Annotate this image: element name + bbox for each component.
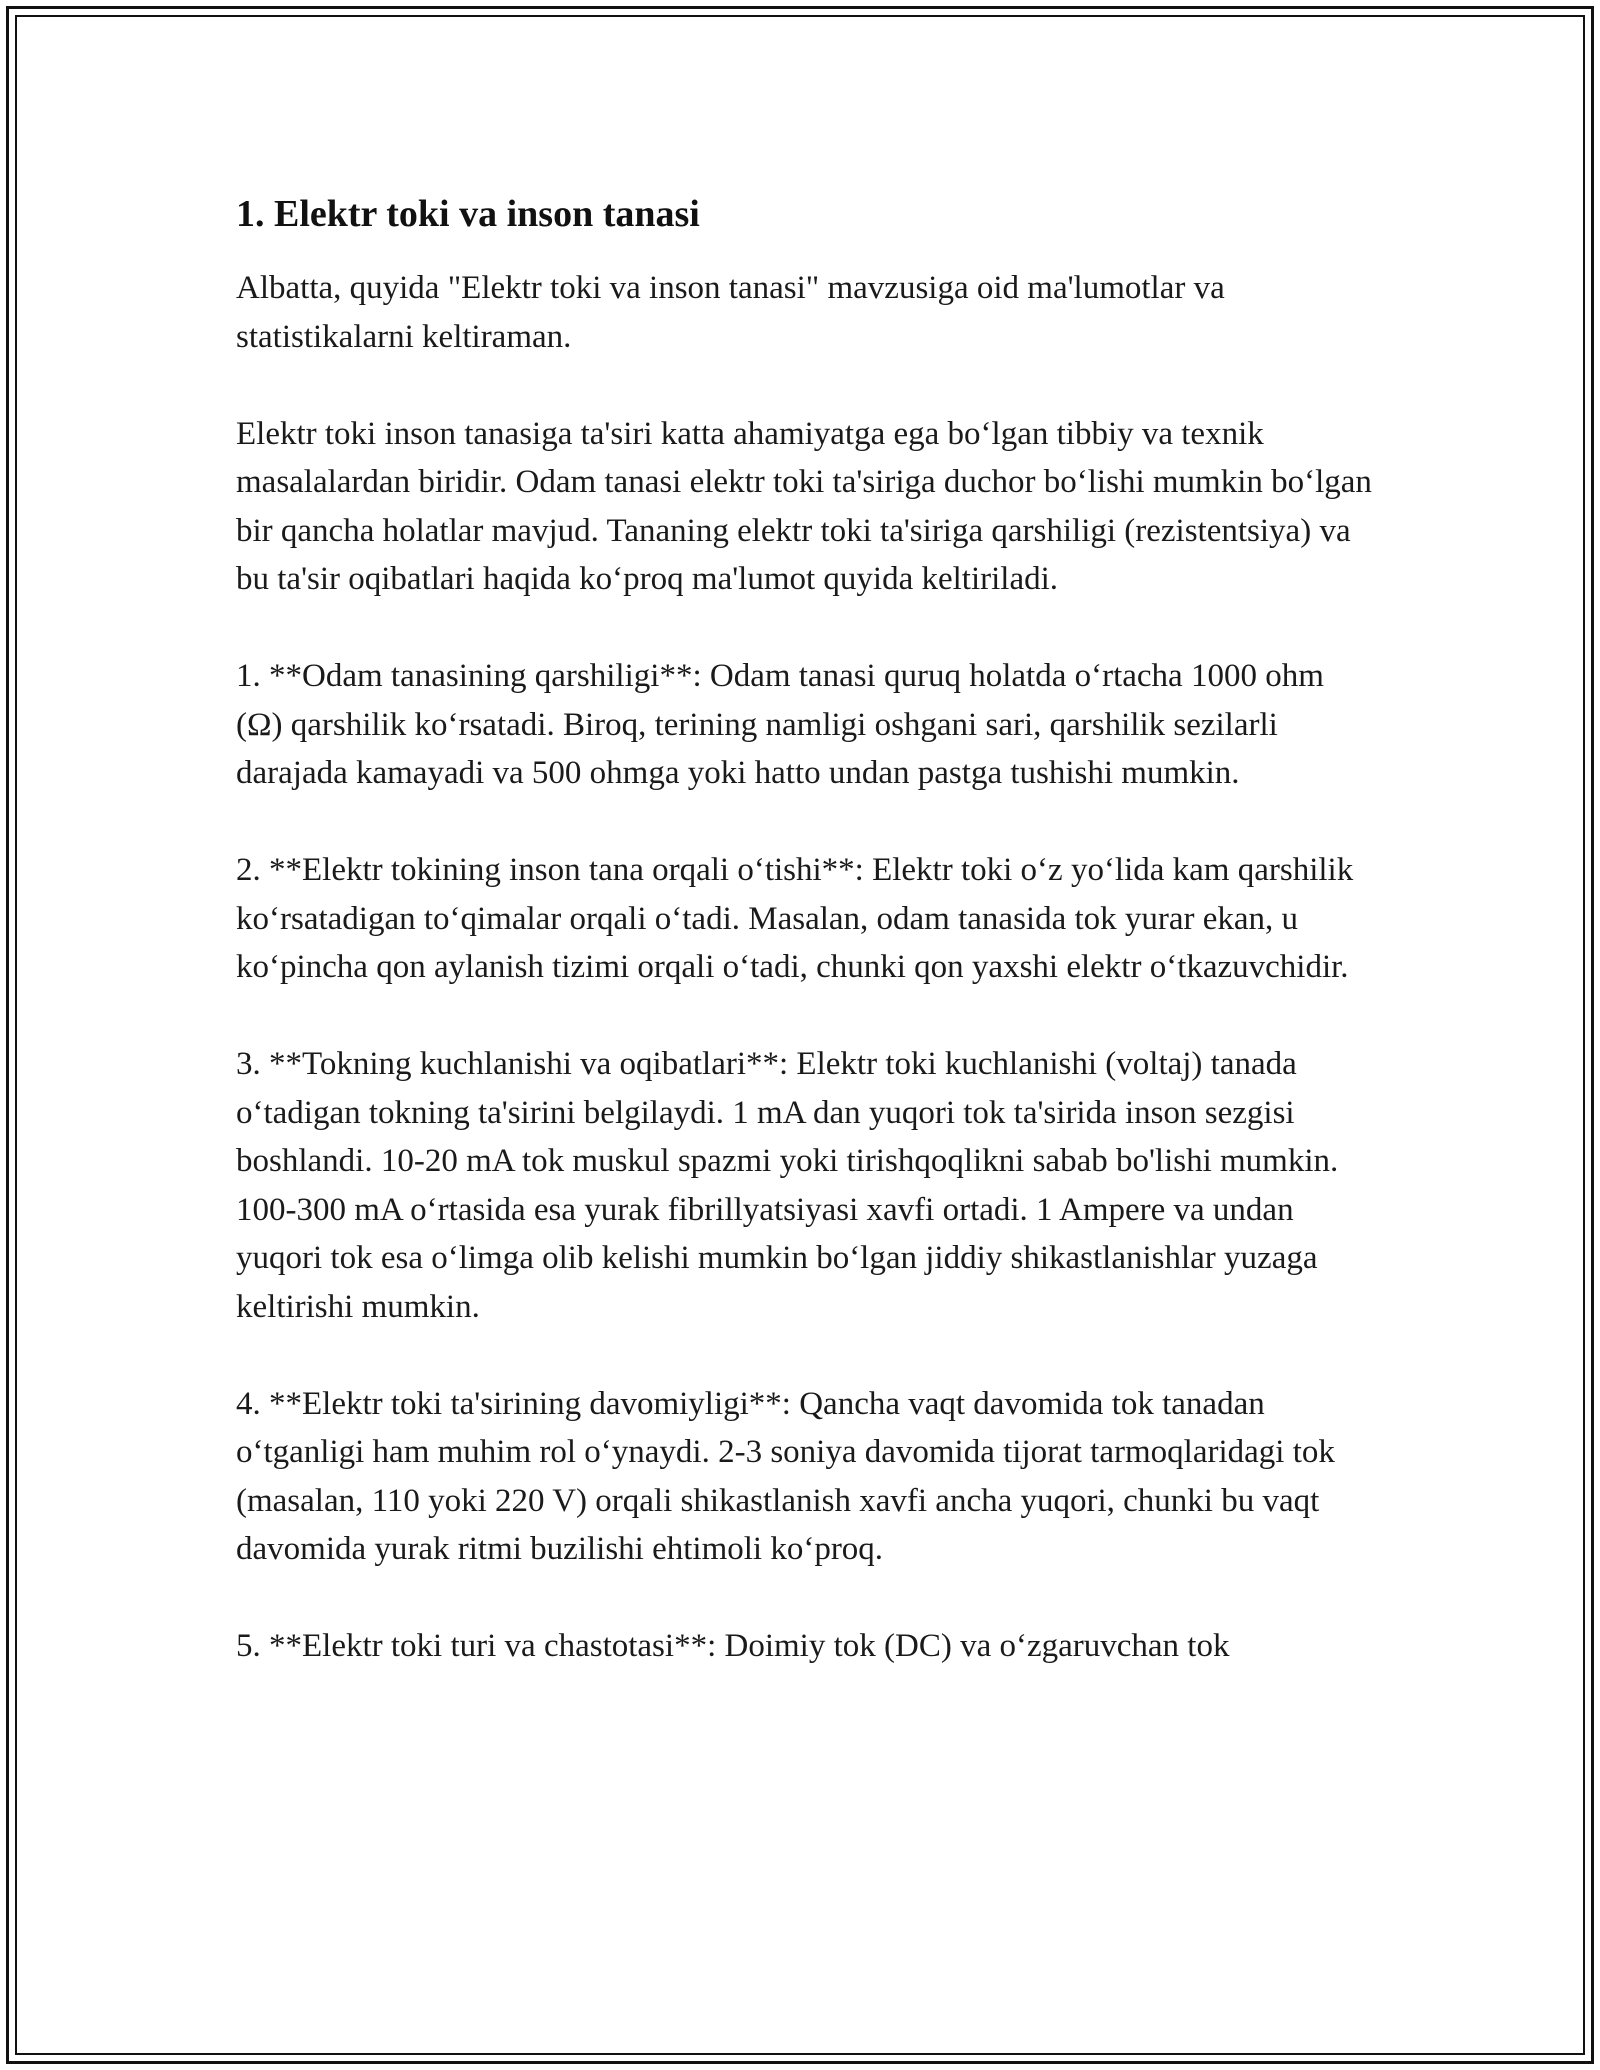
section-heading: 1. Elektr toki va inson tanasi xyxy=(236,193,700,235)
document-body xyxy=(236,188,1376,1671)
list-item-voltage-effects: 3. **Tokning kuchlanishi va oqibatlari**: Elektr toki kuchlanishi (voltaj) tanada o‘tadigan tokning ta'sirini belgilaydi. 1 mA dan yuqori tok ta'sirida inson sezgisi boshlandi. 10-20 mA tok muskul spazmi yoki tirishqoqlikni sabab bo'lishi mumkin. 100-300 mA o‘rtasida esa yurak fibrillyatsiyasi xavfi ortadi. 1 Ampere va undan yuqori tok esa o‘limga olib kelishi mumkin bo‘lgan jiddiy shikastlanishlar yuzaga keltirishi mumkin. xyxy=(236,1046,1339,1325)
overview-paragraph: Elektr toki inson tanasiga ta'siri katta ahamiyatga ega bo‘lgan tibbiy va texnik masalalardan biridir. Odam tanasi elektr toki ta'siriga duchor bo‘lishi mumkin bo‘lgan bir qancha holatlar mavjud. Tananing elektr toki ta'siriga qarshiligi (rezistentsiya) va bu ta'sir oqibatlari haqida ko‘proq ma'lumot quyida keltiriladi. xyxy=(236,415,1372,597)
intro-paragraph: Albatta, quyida "Elektr toki va inson tanasi" mavzusiga oid ma'lumotlar va statistikalarni keltiraman. xyxy=(236,270,1225,355)
list-item-body-resistance: 1. **Odam tanasining qarshiligi**: Odam tanasi quruq holatda o‘rtacha 1000 ohm (Ω) qarshilik ko‘rsatadi. Biroq, terining namligi oshgani sari, qarshilik sezilarli darajada kamayadi va 500 ohmga yoki hatto undan pastga tushishi mumkin. xyxy=(236,658,1324,791)
list-item-current-path: 2. **Elektr tokining inson tana orqali o‘tishi**: Elektr toki o‘z yo‘lida kam qarshilik ko‘rsatadigan to‘qimalar orqali o‘tadi. Masalan, odam tanasida tok yurar ekan, u ko‘pincha qon aylanish tizimi orqali o‘tadi, chunki qon yaxshi elektr o‘tkazuvchidir. xyxy=(236,852,1354,985)
list-item-duration: 4. **Elektr toki ta'sirining davomiyligi**: Qancha vaqt davomida tok tanadan o‘tganligi ham muhim rol o‘ynaydi. 2-3 soniya davomida tijorat tarmoqlaridagi tok (masalan, 110 yoki 220 V) orqali shikastlanish xavfi ancha yuqori, chunki bu vaqt davomida yurak ritmi buzilishi ehtimoli ko‘proq. xyxy=(236,1385,1335,1567)
list-item-current-type: 5. **Elektr toki turi va chastotasi**: Doimiy tok (DC) va o‘zgaruvchan tok xyxy=(236,1628,1230,1664)
